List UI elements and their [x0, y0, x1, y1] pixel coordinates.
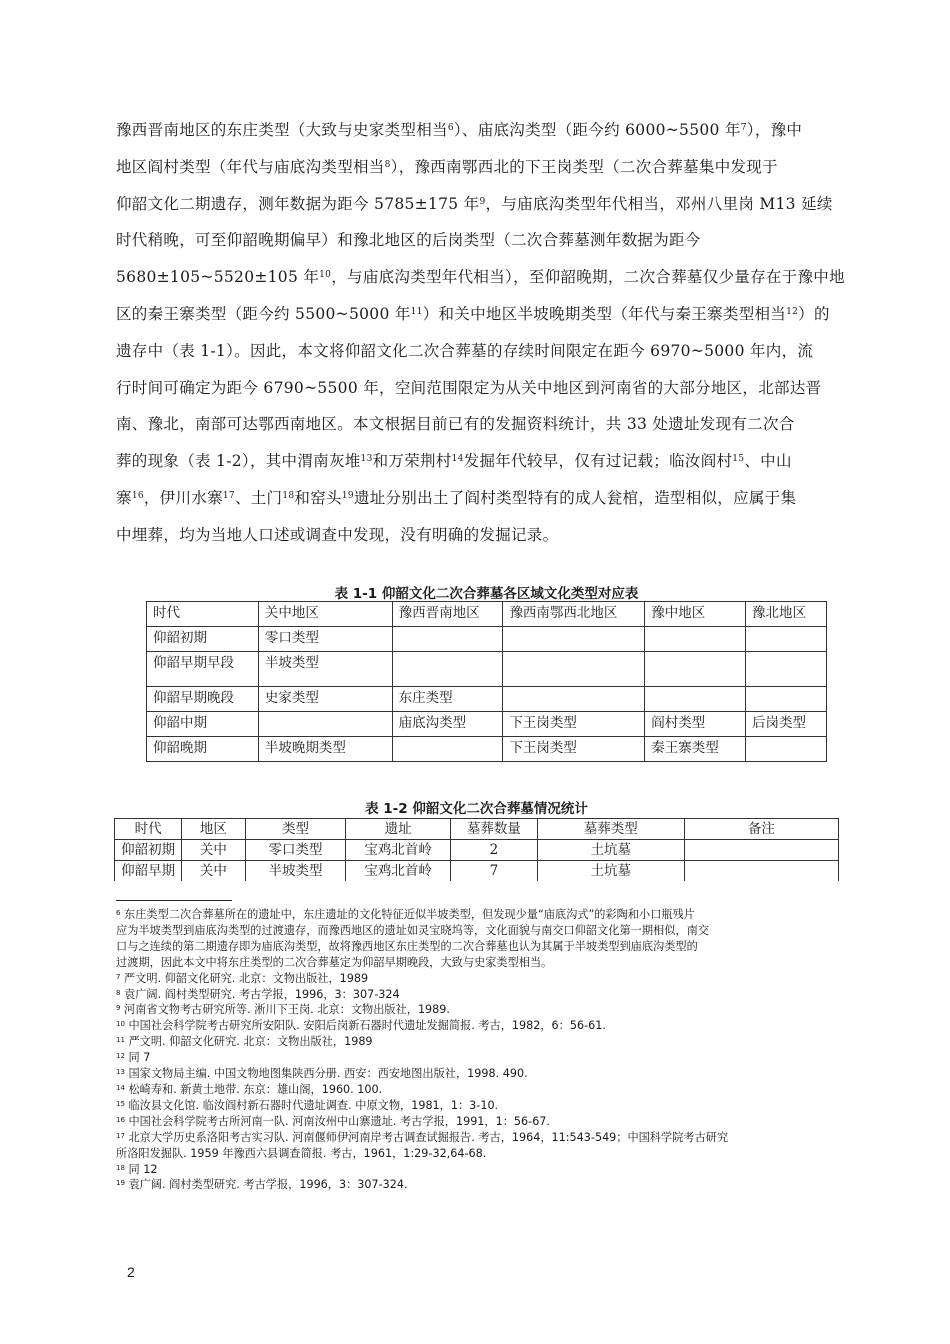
footnote-17 — [116, 1130, 856, 1146]
footnote-ref[interactable]: 7 — [740, 123, 747, 133]
table-cell: 零口类型 — [245, 840, 346, 861]
footnote-ref[interactable]: 8 — [384, 159, 391, 170]
body-line — [116, 517, 852, 554]
footnote-text: 东庄类型二次合葬墓所在的遗址中，东庄遗址的文化特征近似半坡类型，但发现少量“庙底沟式”的彩陶和小口瓶残片 — [120, 908, 695, 921]
footnote-7 — [116, 971, 856, 987]
footnote-19 — [116, 1177, 856, 1193]
footnote-text: 临汝县文化馆. 临汝阎村新石器时代遗址调查. 中原文物，1981，1：3-10. — [124, 1098, 499, 1112]
body-text-run: ，伊川水寨 — [143, 488, 223, 507]
table-cell — [503, 652, 645, 687]
footnote-number: 10 — [116, 1020, 125, 1029]
table-header-row — [147, 602, 827, 627]
table1-caption: 表 1-1 仰韶文化二次合葬墓各区域文化类型对应表 — [334, 586, 639, 602]
body-line — [116, 186, 852, 223]
table-cell: 土坑墓 — [537, 861, 684, 882]
body-line — [116, 259, 852, 296]
footnote-number: 18 — [116, 1163, 125, 1172]
footnote-ref[interactable]: 6 — [447, 123, 454, 133]
body-text-run: 遗址分别出土了阎村类型特有的成人瓮棺，造型相似，应属于集 — [353, 488, 797, 507]
body-text-run: 5680±105~5520±105 年 — [116, 268, 320, 287]
table-header-row — [115, 819, 839, 840]
footnote-number: 17 — [116, 1131, 125, 1140]
footnote-text: 河南省文物考古研究所等. 淅川下王岗. 北京：文物出版社，1989. — [120, 1003, 450, 1017]
table-cell — [645, 687, 746, 712]
body-text-run: 、中山 — [744, 452, 792, 471]
footnote-text: 同 7 — [124, 1051, 151, 1065]
table-header-cell: 地区 — [182, 819, 245, 840]
table-row — [115, 840, 839, 861]
footnote-text: 北京大学历史系洛阳考古实习队. 河南偃师伊河南岸考古调查试掘报告. 考古，1964，11:543-549；中国科学院考古研究 — [124, 1130, 729, 1144]
body-text-run: 和万荣荆村 — [372, 452, 452, 471]
table-cell: 东庄类型 — [392, 687, 503, 712]
table-cell — [392, 627, 503, 652]
body-text-run: ）的 — [798, 304, 830, 323]
footnote-ref[interactable]: 14 — [451, 454, 464, 465]
footnote-text: 严文明. 仰韶文化研究. 北京：文物出版社，1989 — [120, 971, 369, 985]
table-row — [147, 627, 827, 652]
table-cell: 7 — [450, 861, 537, 882]
table-header-cell: 豫北地区 — [746, 602, 827, 627]
footnote-text: 国家文物局主编. 中国文物地图集陕西分册. 西安：西安地图出版社，1998. 490. — [124, 1067, 528, 1081]
footnote-text: 同 12 — [124, 1162, 158, 1176]
table-cell: 仰韶早期晚段 — [147, 687, 259, 712]
body-text-run: ）和关中地区半坡晚期类型（年代与秦王寨类型相当 — [422, 304, 787, 323]
footnote-number: 6 — [116, 909, 121, 917]
body-line — [116, 406, 852, 443]
footnote-ref[interactable]: 13 — [360, 454, 373, 465]
footnote-ref[interactable]: 16 — [131, 490, 144, 501]
table-cell: 庙底沟类型 — [392, 712, 503, 737]
footnote-ref[interactable]: 10 — [319, 270, 332, 281]
footnote-ref[interactable]: 12 — [786, 306, 799, 317]
table-cell: 史家类型 — [258, 687, 392, 712]
body-text-run: ），豫中 — [746, 121, 803, 139]
table2-caption: 表 1-2 仰韶文化二次合葬墓情况统计 — [365, 801, 588, 817]
table-cell — [746, 737, 827, 762]
table-header-cell: 关中地区 — [258, 602, 392, 627]
table-header-cell: 豫西晋南地区 — [392, 602, 503, 627]
footnote-text: 中国社会科学院考古所河南一队. 河南汝州中山寨遗址. 考古学报，1991，1：56-67. — [124, 1114, 550, 1128]
table-row — [115, 861, 839, 882]
footnotes — [116, 907, 856, 1193]
table-cell: 关中 — [182, 840, 245, 861]
body-text-run: ），豫西南鄂西北的下王岗类型（二次合葬墓集中发现于 — [390, 157, 778, 176]
footnote-number: 8 — [116, 988, 121, 997]
body-text-run: 发掘年代较早，仅有过记载；临汝阎村 — [463, 452, 733, 471]
footnote-text: 袁广阔. 阎村类型研究. 考古学报，1996，3：307-324 — [120, 987, 400, 1001]
footnote-9 — [116, 1002, 856, 1018]
footnote-ref[interactable]: 11 — [410, 306, 423, 317]
body-line — [116, 222, 852, 259]
table-cell: 阎村类型 — [645, 712, 746, 737]
table-cell: 后岗类型 — [746, 712, 827, 737]
table-cell: 仰韶早期早段 — [147, 652, 259, 687]
table-cell: 零口类型 — [258, 627, 392, 652]
table-cell — [746, 652, 827, 687]
table-header-cell: 豫西南鄂西北地区 — [503, 602, 645, 627]
body-line — [116, 370, 852, 407]
table-cell: 秦王寨类型 — [645, 737, 746, 762]
table-cell — [684, 861, 838, 882]
table-header-cell: 墓葬数量 — [450, 819, 537, 840]
body-text-run: 和窑头 — [294, 488, 342, 507]
footnote-number: 12 — [116, 1052, 125, 1061]
table-header-cell: 类型 — [245, 819, 346, 840]
table-cell — [503, 687, 645, 712]
table-header-cell: 备注 — [684, 819, 838, 840]
footnote-ref[interactable]: 9 — [479, 196, 486, 207]
footnote-number: 16 — [116, 1115, 125, 1124]
table-cell: 宝鸡北首岭 — [346, 861, 450, 882]
footnote-text: 松崎寿和. 新黄土地带. 东京：雄山阁，1960. 100. — [124, 1082, 383, 1096]
footnote-13 — [116, 1066, 856, 1082]
table-cell: 仰韶初期 — [147, 627, 259, 652]
footnote-separator — [116, 900, 232, 901]
table-cell — [392, 652, 503, 687]
body-text-run: 豫西晋南地区的东庄类型（大致与史家类型相当 — [116, 121, 448, 139]
footnote-continuation: 应为半坡类型到庙底沟类型的过渡遗存，而豫西地区的遗址如灵宝晓坞等，文化面貌与南交口仰韶文化第一期相似，南交 — [116, 923, 709, 937]
footnote-text: 袁广阔. 阎村类型研究. 考古学报，1996，3：307-324. — [124, 1178, 408, 1192]
footnote-6 — [116, 907, 856, 923]
table-row — [147, 652, 827, 687]
table-row — [147, 712, 827, 737]
body-text-run: 遗存中（表 1-1）。因此，本文将仰韶文化二次合葬墓的存续时间限定在距今 6970~5000 年内，流 — [116, 341, 814, 360]
footnote-number: 15 — [116, 1099, 125, 1108]
footnote-ref[interactable]: 15 — [732, 454, 745, 465]
footnote-14 — [116, 1082, 856, 1098]
table-cell — [746, 687, 827, 712]
footnote-ref[interactable]: 18 — [282, 490, 295, 501]
table-cell: 半坡晚期类型 — [258, 737, 392, 762]
table-cell — [258, 712, 392, 737]
body-line — [116, 333, 852, 370]
footnote-12 — [116, 1050, 856, 1066]
table-header-cell: 豫中地区 — [645, 602, 746, 627]
table-cell — [503, 627, 645, 652]
body-paragraph — [116, 112, 852, 554]
body-text-run: 时代稍晚，可至仰韶晚期偏早）和豫北地区的后岗类型（二次合葬墓测年数据为距今 — [116, 231, 701, 250]
body-line — [116, 443, 852, 480]
table-cell: 下王岗类型 — [503, 712, 645, 737]
table-cell — [684, 840, 838, 861]
body-line — [116, 480, 852, 517]
table-header-cell: 时代 — [147, 602, 259, 627]
body-line — [116, 112, 852, 149]
table-cell: 半坡类型 — [258, 652, 392, 687]
body-text-run: ）、庙底沟类型（距今约 6000~5500 年 — [453, 121, 741, 139]
table-cell: 半坡类型 — [245, 861, 346, 882]
table-cell — [645, 627, 746, 652]
table-cell — [645, 652, 746, 687]
table-cell: 仰韶中期 — [147, 712, 259, 737]
table-row — [147, 687, 827, 712]
table-cell: 宝鸡北首岭 — [346, 840, 450, 861]
footnote-number: 19 — [116, 1179, 125, 1188]
footnote-8 — [116, 987, 856, 1003]
footnote-continuation: 过渡期，因此本文中将东庄类型的二次合葬墓定为仰韶早期晚段，大致与史家类型相当。 — [116, 955, 553, 969]
table-cell: 2 — [450, 840, 537, 861]
footnote-11 — [116, 1034, 856, 1050]
table-cell: 下王岗类型 — [503, 737, 645, 762]
footnote-text: 严文明. 仰韶文化研究. 北京：文物出版社，1989 — [124, 1035, 373, 1049]
table-cell: 关中 — [182, 861, 245, 882]
table-cell: 仰韶晚期 — [147, 737, 259, 762]
footnote-ref[interactable]: 17 — [222, 490, 235, 501]
footnote-continuation: 所洛阳发掘队. 1959 年豫西六县调查简报. 考古，1961，1:29-32,64-68. — [116, 1146, 487, 1160]
body-text-run: 区的秦王寨类型（距今约 5500~5000 年 — [116, 304, 411, 323]
footnote-18 — [116, 1162, 856, 1178]
body-text-run: 南、豫北，南部可达鄂西南地区。本文根据目前已有的发掘资料统计，共 33 处遗址发现有二次合 — [116, 415, 795, 434]
table-cell: 仰韶早期 — [115, 861, 182, 882]
body-text-run: 行时间可确定为距今 6790~5500 年，空间范围限定为从关中地区到河南省的大部分地区，北部达晋 — [116, 378, 822, 397]
body-text-run: 寨 — [116, 488, 132, 507]
table-header-cell: 墓葬类型 — [537, 819, 684, 840]
footnote-16 — [116, 1114, 856, 1130]
table-cell: 土坑墓 — [537, 840, 684, 861]
body-text-run: 中埋葬，均为当地人口述或调查中发现，没有明确的发掘记录。 — [116, 525, 559, 544]
body-text-run: ，与庙底沟类型年代相当，邓州八里岗 M13 延续 — [485, 194, 833, 213]
footnote-number: 7 — [116, 972, 121, 981]
table-1-2-burial-statistics — [114, 818, 839, 881]
page-number: 2 — [127, 1264, 135, 1280]
table-cell: 仰韶初期 — [115, 840, 182, 861]
table-1-1-culture-types — [146, 601, 827, 762]
footnote-number: 9 — [116, 1004, 121, 1013]
table-header-cell: 遗址 — [346, 819, 450, 840]
body-line — [116, 149, 852, 186]
footnote-number: 11 — [116, 1036, 125, 1045]
footnote-15 — [116, 1098, 856, 1114]
body-text-run: 葬的现象（表 1-2），其中渭南灰堆 — [116, 452, 361, 471]
footnote-10 — [116, 1018, 856, 1034]
footnote-number: 13 — [116, 1068, 125, 1077]
body-text-run: 、土门 — [234, 488, 283, 507]
table-cell — [746, 627, 827, 652]
table-header-cell: 时代 — [115, 819, 182, 840]
body-line — [116, 296, 852, 333]
table-cell — [392, 737, 503, 762]
footnote-number: 14 — [116, 1083, 125, 1092]
footnote-ref[interactable]: 19 — [341, 490, 354, 501]
body-text-run: ，与庙底沟类型年代相当），至仰韶晚期，二次合葬墓仅少量存在于豫中地 — [331, 268, 845, 287]
footnote-continuation: 口与之连续的第二期遗存即为庙底沟类型，故将豫西地区东庄类型的二次合葬墓也认为其属于半坡类型到庙底沟类型的 — [116, 939, 698, 953]
footnote-text: 中国社会科学院考古研究所安阳队. 安阳后岗新石器时代遗址发掘简报. 考古，1982，6：56-61. — [124, 1019, 606, 1033]
table-row — [147, 737, 827, 762]
body-text-run: 仰韶文化二期遗存，测年数据为距今 5785±175 年 — [116, 194, 480, 213]
body-text-run: 地区阎村类型（年代与庙底沟类型相当 — [116, 157, 385, 176]
